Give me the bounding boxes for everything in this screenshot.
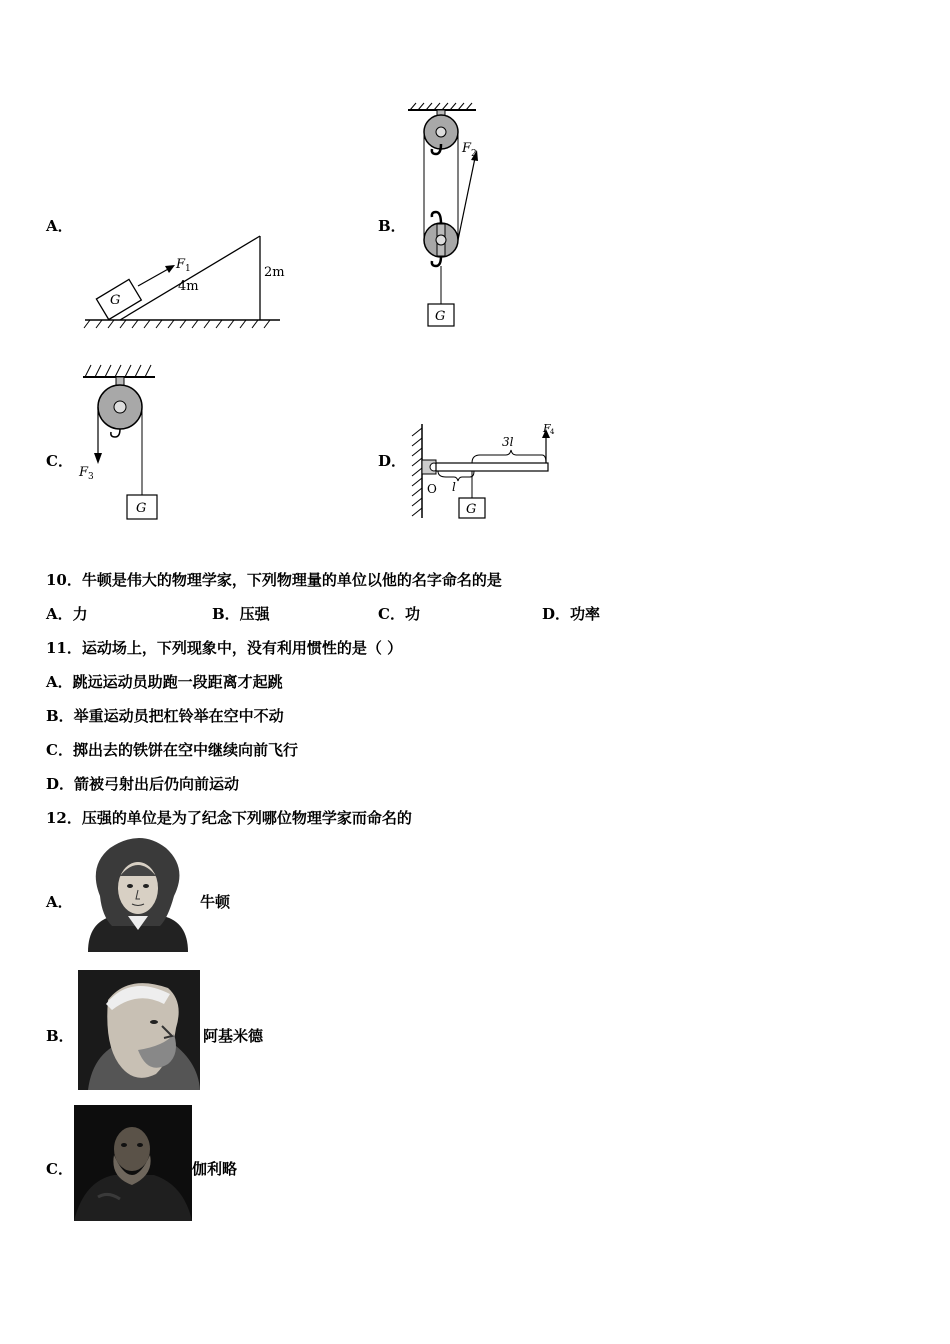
svg-text:F: F (462, 141, 472, 156)
q11-option-b[interactable]: B．举重运动员把杠铃举在空中不动 (46, 707, 284, 725)
q11-option-c[interactable]: C．掷出去的铁饼在空中继续向前飞行 (46, 741, 298, 759)
q12-option-a-label[interactable]: A． (46, 893, 73, 911)
svg-text:F: F (543, 422, 551, 435)
height-label: 2m (264, 265, 285, 280)
q10-option-c[interactable]: C．功 (378, 605, 420, 623)
short-arm-label: l (452, 480, 456, 494)
svg-text:F: F (176, 257, 186, 272)
question-10-stem: 10．牛顿是伟大的物理学家，下列物理量的单位以他的名字命名的是 (46, 571, 502, 589)
q11-option-d[interactable]: D．箭被弓射出后仍向前运动 (46, 775, 240, 793)
galileo-portrait[interactable] (74, 1105, 192, 1221)
pivot-label: O (427, 482, 437, 496)
inclined-plane-diagram (80, 228, 290, 333)
q10-option-d[interactable]: D．功率 (542, 605, 601, 623)
fixed-pulley-weight-label: G (136, 501, 147, 516)
lever-weight-label: G (466, 502, 477, 517)
svg-text:3: 3 (88, 472, 94, 482)
pulley-weight-label: G (435, 309, 446, 324)
q12-option-c-name: 伽利略 (192, 1160, 238, 1178)
archimedes-portrait[interactable] (78, 970, 200, 1090)
newton-portrait[interactable] (80, 836, 196, 952)
q10-option-a[interactable]: A．力 (46, 605, 88, 623)
svg-text:F: F (79, 465, 89, 480)
question-11-stem: 11．运动场上，下列现象中，没有利用惯性的是（ ） (46, 639, 403, 657)
long-arm-label: 3l (502, 435, 514, 449)
fixed-pulley-diagram (75, 360, 165, 525)
figure-c-label: C． (46, 452, 73, 470)
slope-length-label: 4m (178, 279, 199, 294)
q10-option-b[interactable]: B．压强 (212, 605, 270, 623)
block-weight-label: G (110, 293, 121, 308)
lever-diagram (400, 418, 570, 524)
q12-option-b-label[interactable]: B． (46, 1027, 74, 1045)
figure-b-label: B． (378, 217, 406, 235)
q11-option-a[interactable]: A．跳远运动员助跑一段距离才起跳 (46, 673, 283, 691)
svg-text:1: 1 (185, 264, 191, 274)
q12-option-c-label[interactable]: C． (46, 1160, 73, 1178)
svg-text:2: 2 (471, 149, 477, 159)
svg-text:4: 4 (550, 428, 555, 436)
q12-option-b-name: 阿基米德 (203, 1027, 264, 1045)
q12-option-a-name: 牛顿 (200, 893, 231, 911)
figure-a-label: A． (46, 217, 73, 235)
pulley-block-diagram (400, 100, 500, 332)
figure-d-label: D． (378, 452, 407, 470)
question-12-stem: 12．压强的单位是为了纪念下列哪位物理学家而命名的 (46, 809, 412, 827)
